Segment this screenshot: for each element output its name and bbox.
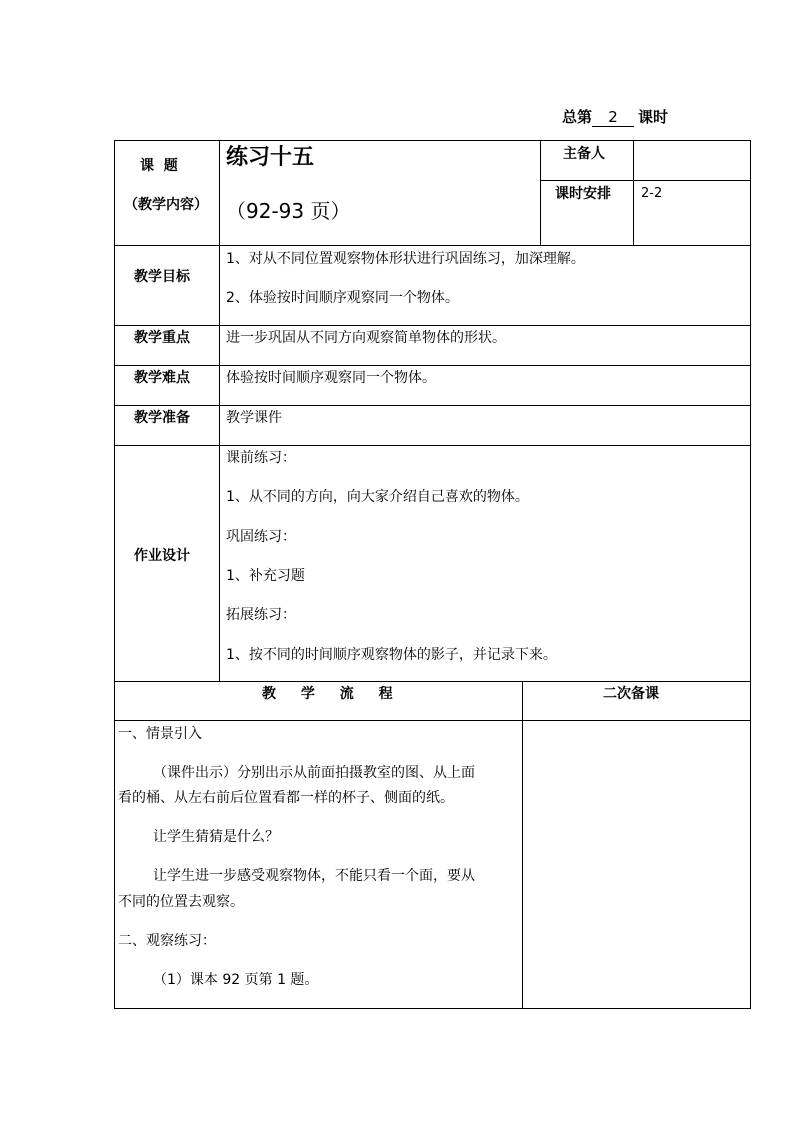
- homework-line: 课前练习：: [226, 450, 296, 466]
- key-points-label: 教学重点: [134, 330, 190, 346]
- topic-label: 课 题: [140, 158, 178, 174]
- preparation-value: 教学课件: [226, 410, 282, 426]
- flow-line: 看的桶、从左右前后位置看都一样的杯子、侧面的纸。: [118, 790, 454, 806]
- difficulty-label: 教学难点: [134, 370, 190, 386]
- table-col-divider: [633, 140, 634, 245]
- lesson-count-prefix: 总第: [562, 108, 593, 126]
- table-rule: [114, 245, 751, 246]
- goal-item: 1、对从不同位置观察物体形状进行巩固练习，加深理解。: [226, 251, 585, 267]
- goal-item: 2、体验按时间顺序观察同一个物体。: [226, 290, 459, 306]
- topic-sublabel: （教学内容）: [124, 197, 208, 213]
- second-prep-header: 二次备课: [603, 686, 659, 702]
- table-border-bottom: [114, 1008, 751, 1009]
- homework-line: 巩固练习：: [226, 529, 296, 545]
- key-points-value: 进一步巩固从不同方向观察简单物体的形状。: [226, 330, 506, 346]
- table-col-divider: [522, 681, 523, 1008]
- homework-line: 1、从不同的方向，向大家介绍自己喜欢的物体。: [226, 489, 529, 505]
- table-rule: [114, 445, 751, 446]
- flow-line: 二、观察练习：: [118, 933, 216, 949]
- table-col-divider: [219, 140, 220, 681]
- table-border-top: [114, 140, 751, 141]
- homework-line: 1、按不同的时间顺序观察物体的影子，并记录下来。: [226, 647, 557, 663]
- flow-line: （课件出示）分别出示从前面拍摄教室的图、从上面: [153, 765, 475, 781]
- goals-label: 教学目标: [134, 269, 190, 285]
- table-rule: [114, 365, 751, 366]
- flow-line: 让学生猜猜是什么？: [153, 829, 279, 845]
- flow-line: 一、情景引入: [118, 726, 202, 742]
- table-rule: [114, 405, 751, 406]
- teaching-flow-header: 教 学 流 程: [262, 686, 399, 702]
- preparation-label: 教学准备: [134, 410, 190, 426]
- flow-line: （1）课本 92 页第 1 题。: [153, 972, 319, 988]
- homework-line: 拓展练习：: [226, 607, 296, 623]
- table-rule: [114, 720, 751, 721]
- table-col-divider: [540, 140, 541, 245]
- table-rule: [114, 681, 751, 682]
- topic-title: 练习十五: [226, 145, 315, 170]
- lesson-count-suffix: 课时: [638, 108, 669, 126]
- table-border-right: [750, 140, 751, 1009]
- table-rule: [114, 325, 751, 326]
- schedule-value: 2-2: [641, 186, 663, 201]
- homework-label: 作业设计: [134, 548, 190, 564]
- lesson-count-number: 2: [592, 108, 634, 127]
- schedule-label: 课时安排: [555, 186, 611, 202]
- difficulty-value: 体验按时间顺序观察同一个物体。: [226, 370, 436, 386]
- flow-line: 不同的位置去观察。: [118, 894, 244, 910]
- table-border-left: [114, 140, 115, 1009]
- lesson-count: [562, 108, 668, 127]
- table-rule: [540, 180, 751, 181]
- flow-line: 让学生进一步感受观察物体，不能只看一个面，要从: [153, 868, 475, 884]
- preparer-label: 主备人: [563, 146, 605, 162]
- homework-line: 1、补充习题: [226, 568, 305, 584]
- topic-pages: （92-93 页）: [226, 199, 351, 223]
